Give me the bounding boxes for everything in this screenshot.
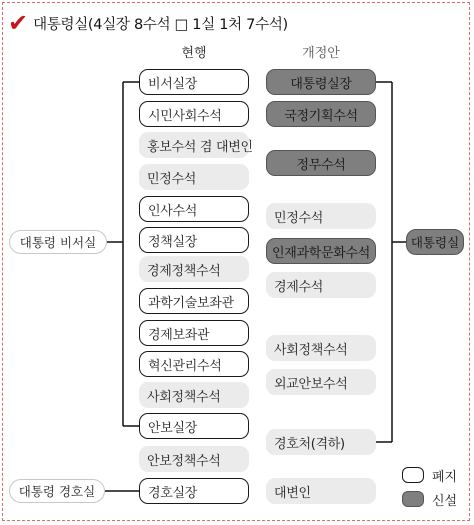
- proposed-item: 대통령실장: [266, 69, 376, 95]
- current-item: 안보정책수석: [139, 446, 249, 472]
- current-item: 홍보수석 겸 대변인: [139, 132, 249, 158]
- group-security: 대통령 경호실: [9, 479, 105, 503]
- column-header-proposed: 개정안: [302, 46, 340, 61]
- proposed-item: 경호처(격하): [266, 429, 376, 455]
- current-item: 과학기술보좌관: [139, 288, 249, 314]
- legend: [402, 463, 462, 515]
- current-item: 혁신관리수석: [139, 351, 249, 377]
- current-item: 안보실장: [139, 413, 249, 439]
- group-secretariat: 대통령 비서실: [9, 230, 107, 254]
- current-item: 사회정책수석: [139, 382, 249, 408]
- proposed-item: 민정수석: [266, 203, 376, 229]
- current-item: 경제보좌관: [139, 320, 249, 346]
- legend-abolished-swatch: [402, 467, 424, 483]
- current-item: 비서실장: [139, 69, 249, 95]
- proposed-item: 외교안보수석: [266, 369, 376, 395]
- proposed-item: 국정기획수석: [266, 101, 376, 127]
- current-item: 민정수석: [139, 164, 249, 190]
- current-item: 시민사회수석: [139, 101, 249, 127]
- proposed-item: 사회정책수석: [266, 335, 376, 361]
- current-item: 경제정책수석: [139, 256, 249, 282]
- current-item: 정책실장: [139, 227, 249, 253]
- legend-new-label: 신설: [432, 493, 458, 509]
- legend-new-swatch: [402, 491, 424, 507]
- column-header-current: 현행: [181, 46, 207, 61]
- proposed-item: 경제수석: [266, 272, 376, 298]
- proposed-item: 대변인: [266, 478, 376, 504]
- current-item: 경호실장: [139, 478, 249, 504]
- legend-abolished-label: 폐지: [432, 469, 458, 485]
- title-text: 대통령실(4실장 8수석 □ 1실 1처 7수석): [33, 16, 288, 33]
- checkmark-icon: ✔: [8, 9, 29, 37]
- proposed-item: 정무수석: [266, 150, 376, 176]
- current-item: 인사수석: [139, 196, 249, 222]
- final-office: 대통령실: [406, 229, 464, 255]
- proposed-item: 인재과학문화수석: [266, 238, 376, 264]
